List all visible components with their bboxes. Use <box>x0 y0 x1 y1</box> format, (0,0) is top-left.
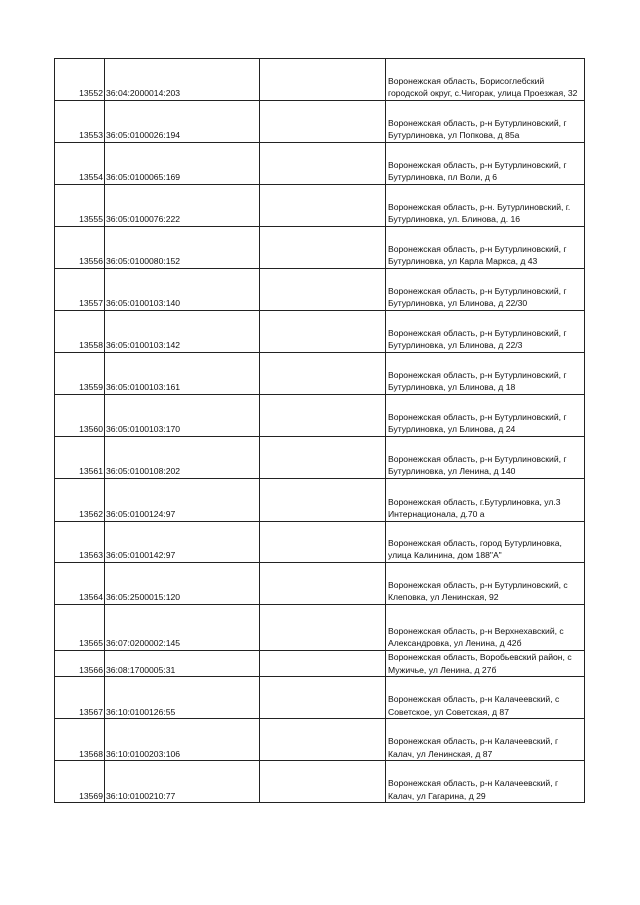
empty-cell <box>260 522 386 563</box>
table-row <box>55 677 585 719</box>
cadastral-number-cell: 36:05:0100124:97 <box>105 479 260 522</box>
address-cell: Воронежская область, Воробьевский район, с Мужичье, ул Ленина, д 27б <box>386 651 585 677</box>
table-row <box>55 101 585 143</box>
row-number-cell: 13569 <box>55 761 105 803</box>
table-row <box>55 522 585 563</box>
row-number-cell: 13562 <box>55 479 105 522</box>
row-number-cell: 13567 <box>55 677 105 719</box>
address-cell: Воронежская область, р-н. Бутурлиновский, г. Бутурлиновка, ул. Блинова, д. 16 <box>386 185 585 227</box>
address-cell: Воронежская область, г.Бутурлиновка, ул.3 Интернационала, д.70 а <box>386 479 585 522</box>
row-number-cell: 13568 <box>55 719 105 761</box>
row-number-cell: 13566 <box>55 651 105 677</box>
table-row <box>55 227 585 269</box>
cadastral-number-cell: 36:04:2000014:203 <box>105 59 260 101</box>
cadastral-number-cell: 36:05:0100142:97 <box>105 522 260 563</box>
empty-cell <box>260 143 386 185</box>
address-cell: Воронежская область, р-н Бутурлиновский, г Бутурлиновка, ул Блинова, д 18 <box>386 353 585 395</box>
address-cell: Воронежская область, р-н Бутурлиновский, г Бутурлиновка, пл Воли, д 6 <box>386 143 585 185</box>
table-row <box>55 143 585 185</box>
address-cell: Воронежская область, р-н Бутурлиновский, г Бутурлиновка, ул Ленина, д 140 <box>386 437 585 479</box>
table-row <box>55 311 585 353</box>
cadastral-number-cell: 36:05:0100076:222 <box>105 185 260 227</box>
address-cell: Воронежская область, Борисоглебский городской округ, с.Чигорак, улица Проезжая, 32 <box>386 59 585 101</box>
empty-cell <box>260 437 386 479</box>
table-row <box>55 605 585 651</box>
row-number-cell: 13564 <box>55 563 105 605</box>
cadastral-number-cell: 36:05:0100026:194 <box>105 101 260 143</box>
table-row <box>55 269 585 311</box>
empty-cell <box>260 311 386 353</box>
cadastral-number-cell: 36:05:0100108:202 <box>105 437 260 479</box>
property-register-table <box>54 58 585 803</box>
cadastral-number-cell: 36:10:0100203:106 <box>105 719 260 761</box>
row-number-cell: 13552 <box>55 59 105 101</box>
cadastral-number-cell: 36:05:0100080:152 <box>105 227 260 269</box>
table-row <box>55 353 585 395</box>
empty-cell <box>260 605 386 651</box>
address-cell: Воронежская область, р-н Калачеевский, г Калач, ул Гагарина, д 29 <box>386 761 585 803</box>
empty-cell <box>260 719 386 761</box>
cadastral-number-cell: 36:05:0100103:140 <box>105 269 260 311</box>
table-body <box>55 59 585 803</box>
row-number-cell: 13557 <box>55 269 105 311</box>
cadastral-number-cell: 36:05:0100103:170 <box>105 395 260 437</box>
empty-cell <box>260 563 386 605</box>
table-row <box>55 719 585 761</box>
row-number-cell: 13556 <box>55 227 105 269</box>
table-row <box>55 761 585 803</box>
row-number-cell: 13560 <box>55 395 105 437</box>
row-number-cell: 13561 <box>55 437 105 479</box>
address-cell: Воронежская область, р-н Калачеевский, г Калач, ул Ленинская, д 87 <box>386 719 585 761</box>
row-number-cell: 13563 <box>55 522 105 563</box>
cadastral-number-cell: 36:05:0100065:169 <box>105 143 260 185</box>
empty-cell <box>260 101 386 143</box>
table-row <box>55 479 585 522</box>
row-number-cell: 13553 <box>55 101 105 143</box>
cadastral-number-cell: 36:08:1700005:31 <box>105 651 260 677</box>
empty-cell <box>260 269 386 311</box>
address-cell: Воронежская область, р-н Бутурлиновский, г Бутурлиновка, ул Попкова, д 85а <box>386 101 585 143</box>
row-number-cell: 13559 <box>55 353 105 395</box>
address-cell: Воронежская область, р-н Бутурлиновский, г Бутурлиновка, ул Блинова, д 22/30 <box>386 269 585 311</box>
cadastral-number-cell: 36:07:0200002:145 <box>105 605 260 651</box>
address-cell: Воронежская область, р-н Верхнехавский, с Александровка, ул Ленина, д 42б <box>386 605 585 651</box>
table-row <box>55 185 585 227</box>
cadastral-number-cell: 36:10:0100210:77 <box>105 761 260 803</box>
empty-cell <box>260 227 386 269</box>
address-cell: Воронежская область, р-н Калачеевский, с Советское, ул Советская, д 87 <box>386 677 585 719</box>
table-row <box>55 59 585 101</box>
table-row <box>55 395 585 437</box>
table-row <box>55 563 585 605</box>
row-number-cell: 13565 <box>55 605 105 651</box>
cadastral-number-cell: 36:05:2500015:120 <box>105 563 260 605</box>
row-number-cell: 13554 <box>55 143 105 185</box>
address-cell: Воронежская область, р-н Бутурлиновский, г Бутурлиновка, ул Блинова, д 24 <box>386 395 585 437</box>
empty-cell <box>260 761 386 803</box>
empty-cell <box>260 677 386 719</box>
cadastral-number-cell: 36:05:0100103:161 <box>105 353 260 395</box>
table-row <box>55 651 585 677</box>
address-cell: Воронежская область, р-н Бутурлиновский, г Бутурлиновка, ул Карла Маркса, д 43 <box>386 227 585 269</box>
row-number-cell: 13558 <box>55 311 105 353</box>
empty-cell <box>260 651 386 677</box>
empty-cell <box>260 479 386 522</box>
empty-cell <box>260 395 386 437</box>
address-cell: Воронежская область, город Бутурлиновка, улица Калинина, дом 188"А" <box>386 522 585 563</box>
address-cell: Воронежская область, р-н Бутурлиновский, с Клеповка, ул Ленинская, 92 <box>386 563 585 605</box>
table-row <box>55 437 585 479</box>
empty-cell <box>260 353 386 395</box>
empty-cell <box>260 185 386 227</box>
address-cell: Воронежская область, р-н Бутурлиновский, г Бутурлиновка, ул Блинова, д 22/3 <box>386 311 585 353</box>
cadastral-number-cell: 36:10:0100126:55 <box>105 677 260 719</box>
row-number-cell: 13555 <box>55 185 105 227</box>
cadastral-number-cell: 36:05:0100103:142 <box>105 311 260 353</box>
empty-cell <box>260 59 386 101</box>
